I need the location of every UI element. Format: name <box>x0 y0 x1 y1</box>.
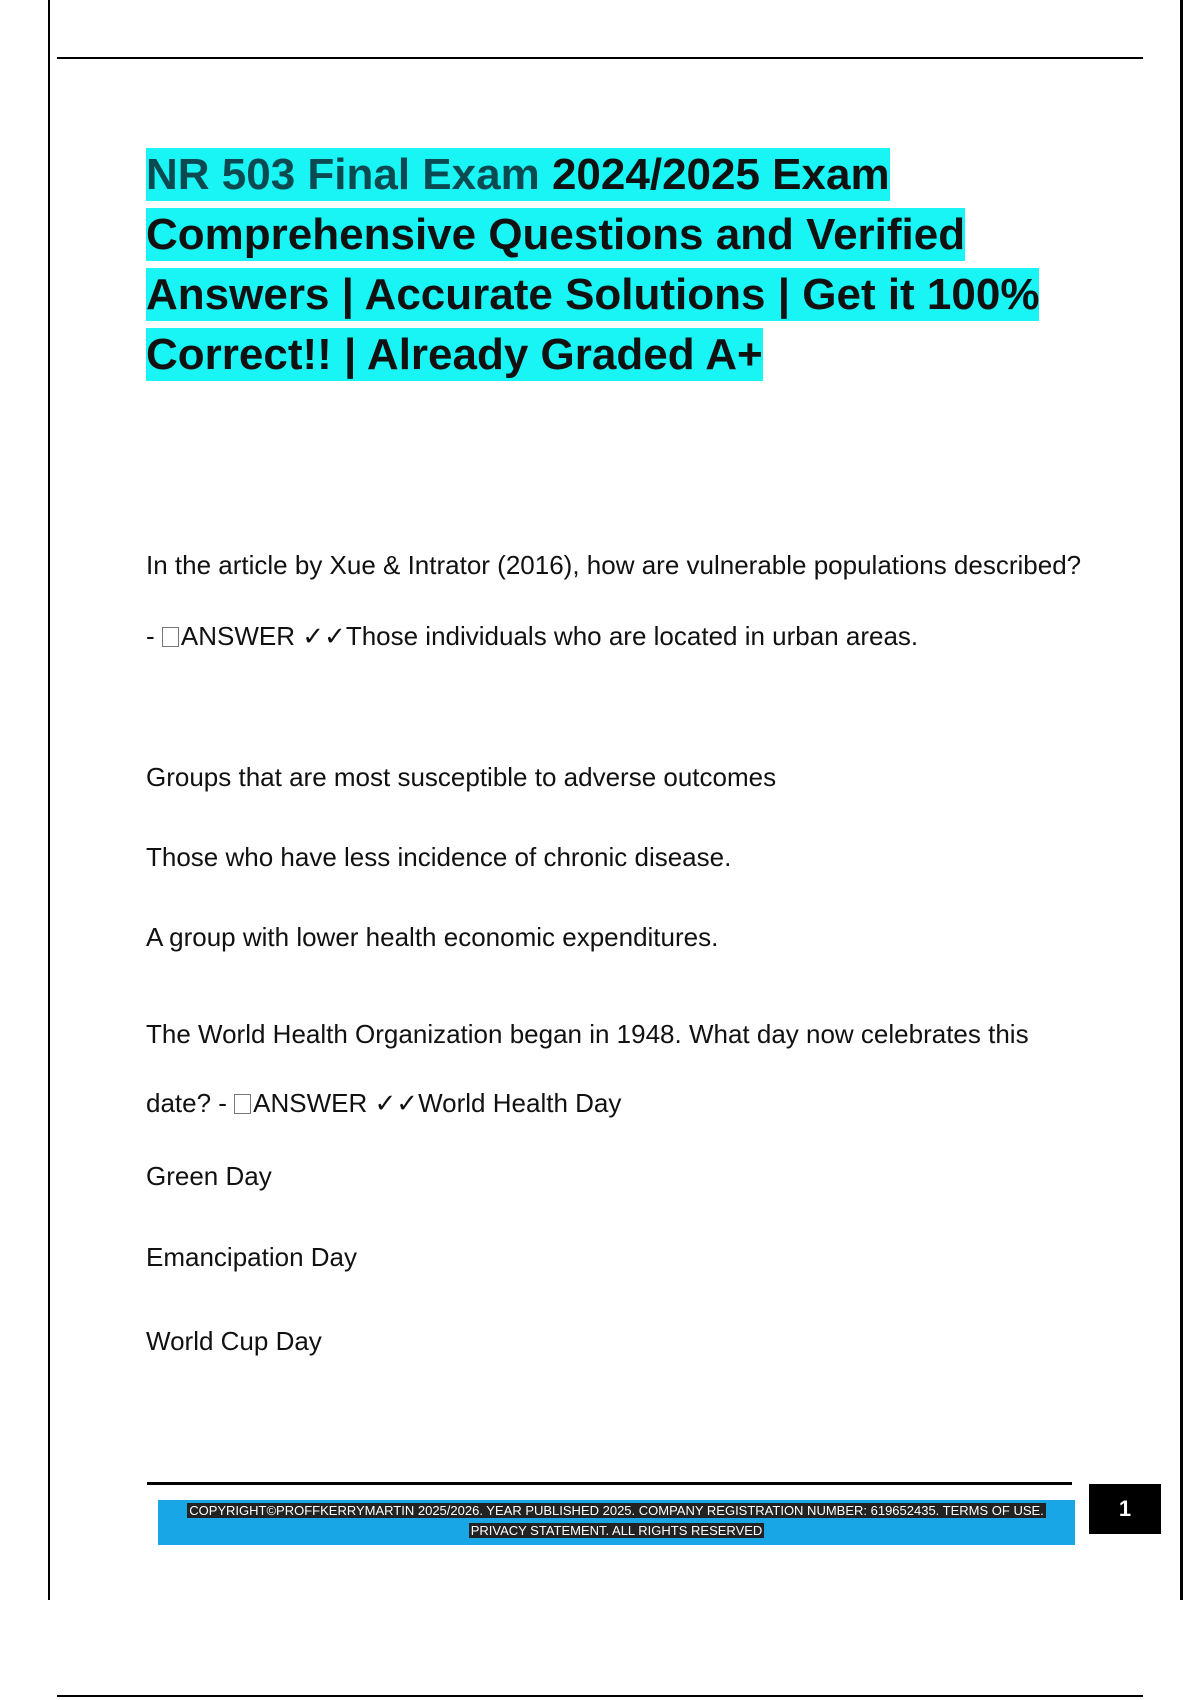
document-title <box>146 145 1076 385</box>
missing-glyph-icon <box>234 1094 251 1114</box>
footer-line-1: COPYRIGHT©PROFFKERRYMARTIN 2025/2026. YEAR PUBLISHED 2025. COMPANY REGISTRATION NUMBER: 619652435. TERMS OF USE. <box>189 1503 1044 1518</box>
question-2-answer: World Health Day <box>418 1088 622 1118</box>
footer-rule <box>147 1482 1072 1485</box>
page-right-border <box>1180 0 1183 1600</box>
title-rest: 2024/2025 Exam Comprehensive Questions and Verified Answers | Accurate Solutions | Get it 100% Correct!! | Already Graded A+ <box>146 150 1040 379</box>
page-number: 1 <box>1089 1484 1161 1534</box>
question-2-text: The World Health Organization began in 1948. What day now celebrates this date? - <box>146 1019 1029 1118</box>
next-page-rule <box>57 1695 1143 1697</box>
missing-glyph-icon <box>162 627 179 647</box>
question-1-text: In the article by Xue & Intrator (2016), how are vulnerable populations described? - <box>146 550 1082 651</box>
question-2-option: World Cup Day <box>146 1326 322 1356</box>
title-lead: NR 503 Final Exam <box>146 150 540 199</box>
footer-copyright <box>158 1500 1075 1545</box>
footer-line-2: PRIVACY STATEMENT. ALL RIGHTS RESERVED <box>470 1523 763 1538</box>
question-1-option: Those who have less incidence of chronic disease. <box>146 842 732 872</box>
question-2-option: Emancipation Day <box>146 1242 357 1272</box>
question-2 <box>146 1000 1086 1138</box>
question-2-option: Green Day <box>146 1161 272 1191</box>
question-2-answer-prefix: ANSWER ✓✓ <box>253 1088 419 1118</box>
header-rule <box>57 57 1143 59</box>
question-1 <box>146 530 1086 672</box>
question-1-option: Groups that are most susceptible to adverse outcomes <box>146 762 777 792</box>
question-1-answer-prefix: ANSWER ✓✓ <box>180 621 346 651</box>
page-left-border <box>48 0 50 1600</box>
question-1-answer: Those individuals who are located in urban areas. <box>345 621 919 651</box>
question-1-option: A group with lower health economic expenditures. <box>146 922 719 952</box>
